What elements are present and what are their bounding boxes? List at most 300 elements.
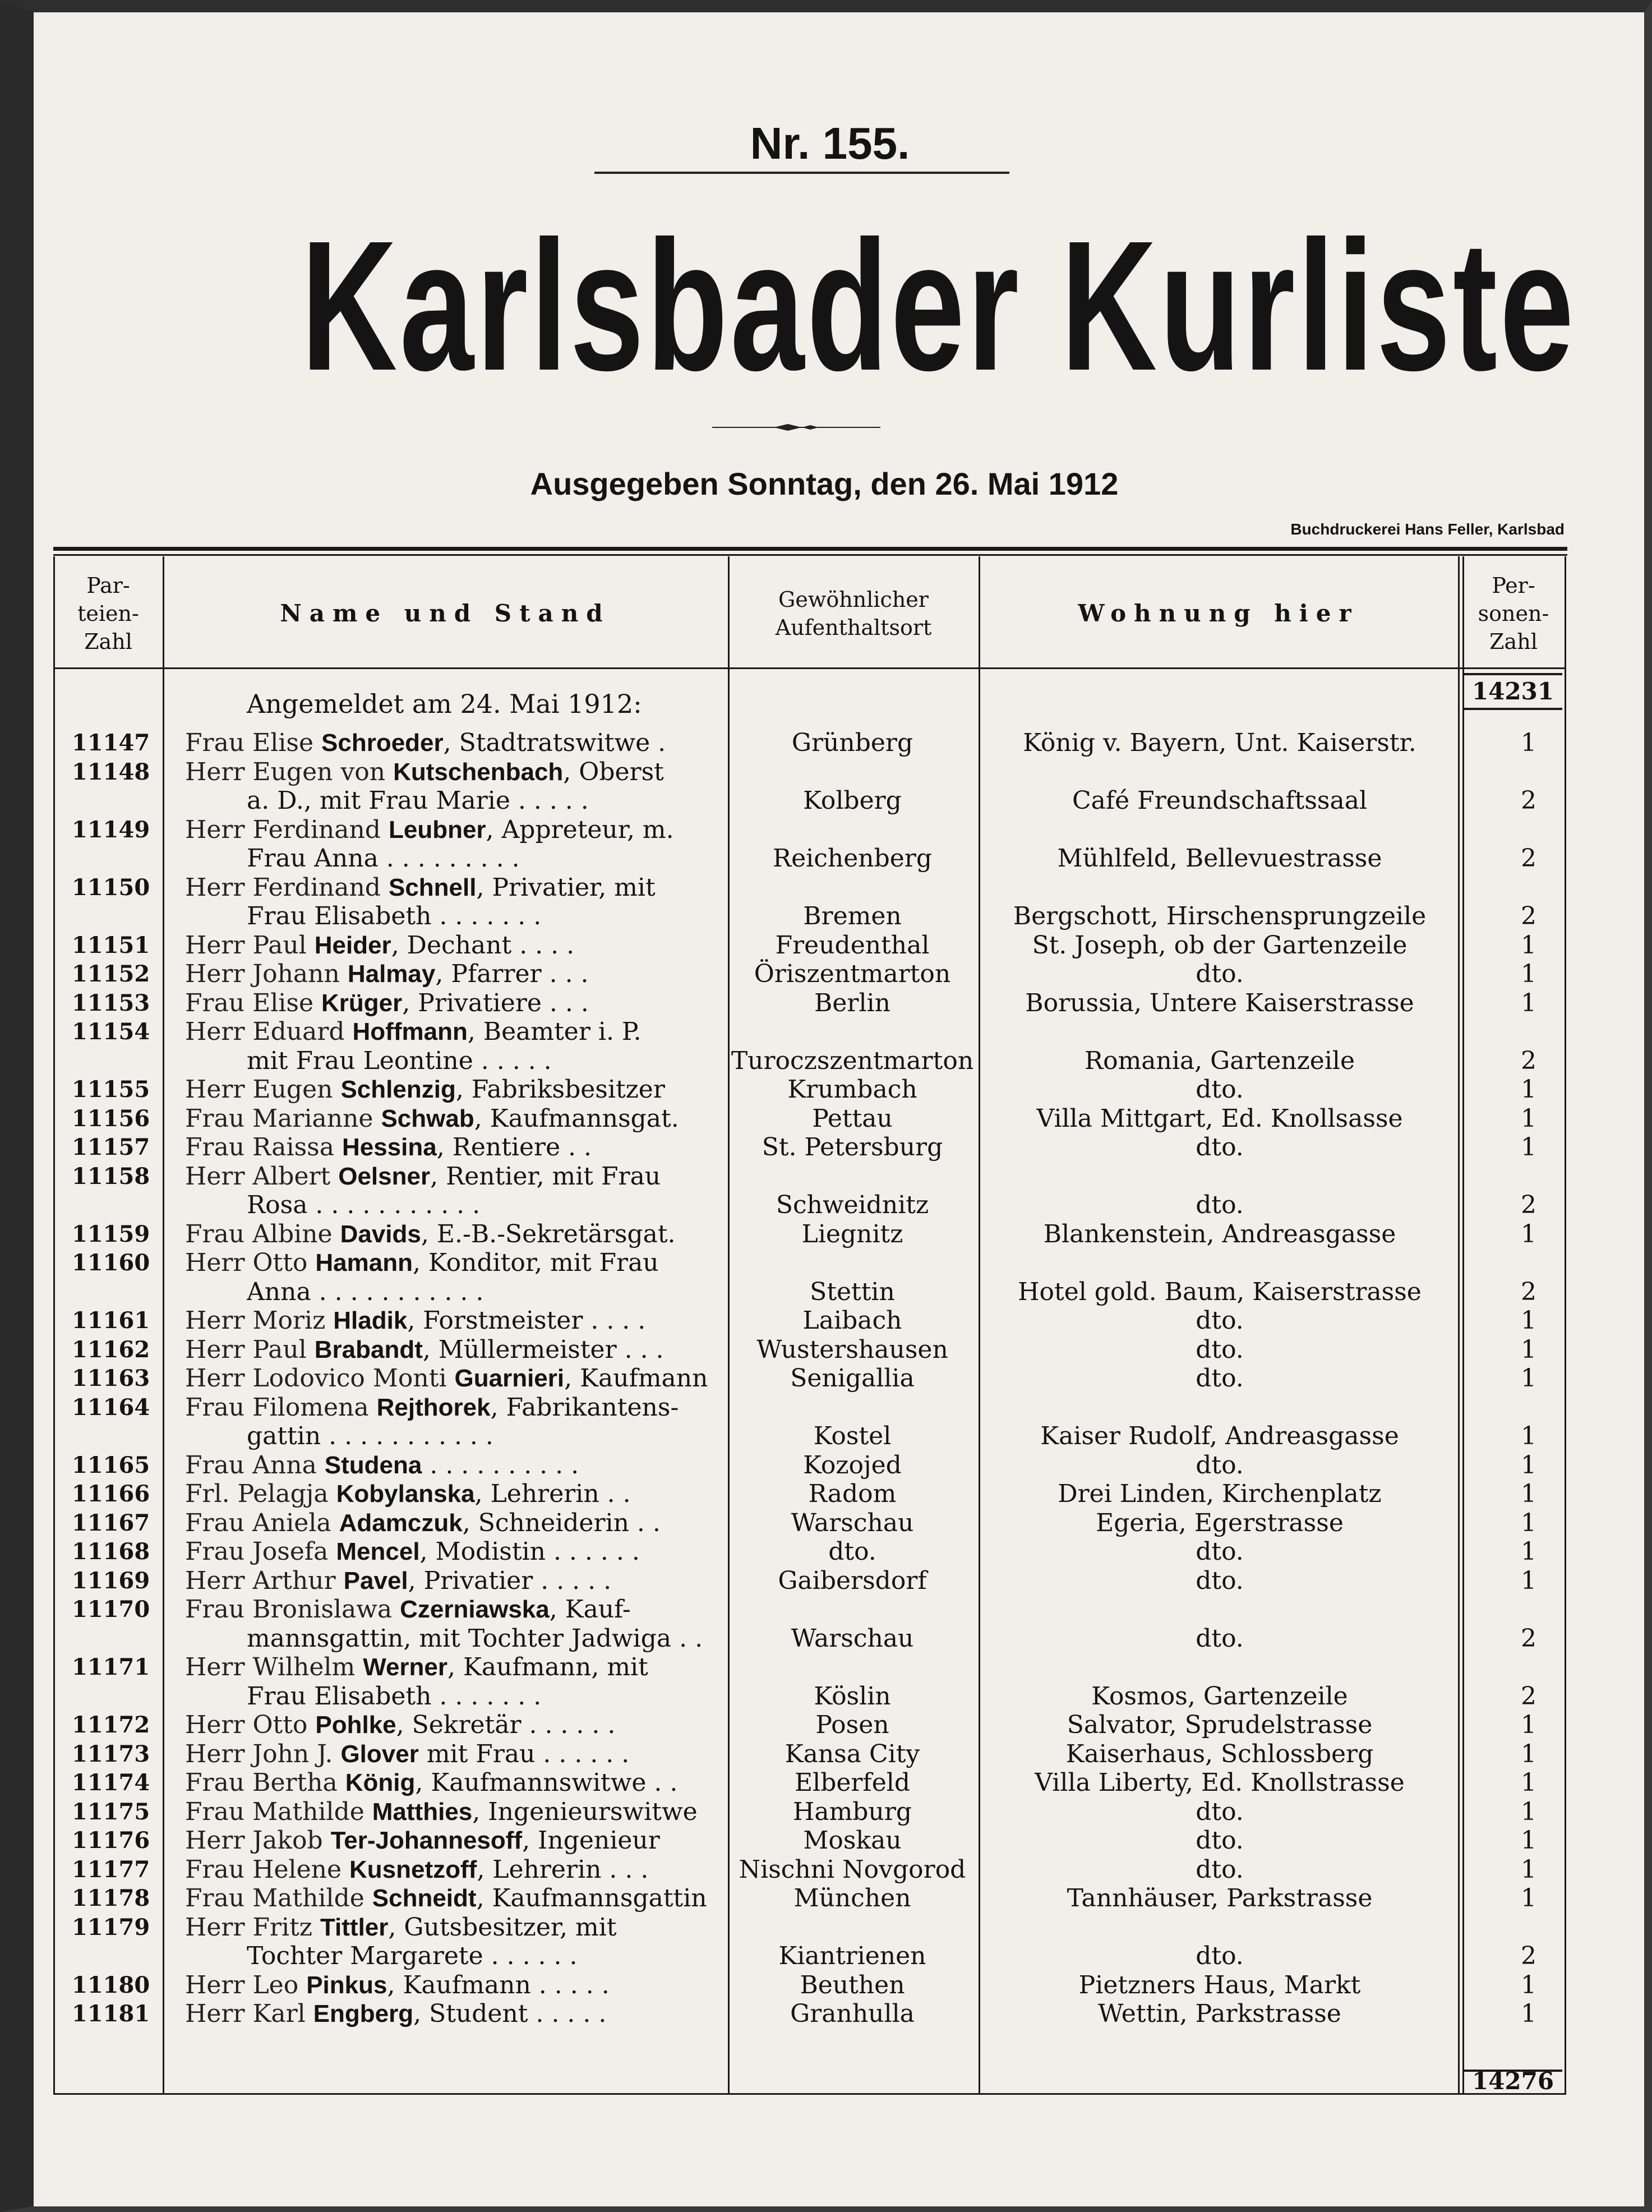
guest-surname: Hoffmann (352, 1018, 468, 1045)
guest-title: Herr Ferdinand (185, 873, 389, 902)
guest-surname: Schneidt (372, 1884, 477, 1912)
guest-title: Frau Mathilde (185, 1884, 372, 1913)
lodging-address: Bergschott, Hirschensprungzeile (1013, 902, 1427, 930)
header-person-count: Per- sonen- Zahl (1478, 573, 1549, 654)
party-number: 11171 (72, 1654, 150, 1680)
guest-title: Herr Eduard (185, 1018, 353, 1046)
guest-surname: Rejthorek (376, 1393, 491, 1421)
guest-title: Herr Otto (185, 1249, 316, 1277)
person-count: 2 (1521, 1942, 1536, 1970)
guest-occupation: , Kaufmannswitwe . . (415, 1769, 678, 1797)
home-town: Warschau (791, 1508, 914, 1537)
column-line (1458, 556, 1460, 2093)
guest-name (185, 932, 723, 960)
lodging-address: Villa Mittgart, Ed. Knollsasse (1036, 1104, 1403, 1133)
header-lodging: Wohnung hier (1078, 600, 1359, 627)
party-number: 11151 (72, 932, 150, 958)
guest-name (185, 1480, 723, 1508)
home-town: Wustershausen (756, 1335, 948, 1364)
guest-occupation: , Student . . . . . (413, 2000, 607, 2028)
guest-name (185, 874, 723, 902)
guest-title: Herr Johann (185, 960, 348, 988)
guest-occupation: , Kaufmannsgattin (476, 1884, 707, 1913)
lodging-address: dto. (1196, 1133, 1244, 1162)
lodging-address: dto. (1196, 1624, 1244, 1653)
person-count: 1 (1521, 930, 1536, 960)
person-count: 2 (1521, 844, 1536, 873)
person-count: 2 (1521, 902, 1536, 930)
person-count: 1 (1521, 1306, 1536, 1335)
lodging-address: dto. (1196, 1191, 1244, 1219)
guest-name (185, 1567, 723, 1595)
carry-box-rule (1462, 708, 1562, 710)
lodging-address: Egeria, Egerstrasse (1096, 1508, 1344, 1537)
party-number: 11159 (72, 1220, 150, 1247)
guest-surname: Pinkus (306, 1971, 387, 1999)
home-town: Freudenthal (775, 930, 930, 960)
person-count: 1 (1521, 1739, 1536, 1768)
carry-box-rule (1462, 673, 1562, 675)
person-count: 1 (1521, 1566, 1536, 1595)
party-number: 11153 (72, 989, 150, 1016)
person-count: 1 (1521, 1104, 1536, 1133)
home-town: Öriszentmarton (754, 960, 951, 988)
guest-occupation: , Stadtratswitwe . (443, 729, 666, 757)
header-name: Name und Stand (280, 600, 611, 627)
guest-surname: Davids (340, 1220, 421, 1248)
lodging-address: Kaiserhaus, Schlossberg (1065, 1739, 1374, 1768)
guest-occupation: , Konditor, mit Frau (412, 1249, 659, 1277)
guest-title: Frau Helene (185, 1855, 350, 1884)
guest-surname: Krüger (321, 989, 403, 1017)
header-bottom-rule (53, 667, 1566, 669)
home-town: Granhulla (790, 1999, 915, 2028)
guest-name (185, 1451, 723, 1480)
guest-title: Herr Moriz (185, 1307, 334, 1335)
person-count: 1 (1521, 1884, 1536, 1913)
person-count: 1 (1521, 1711, 1536, 1739)
guest-occupation: , Dechant . . . . (391, 931, 575, 960)
lodging-address: Romania, Gartenzeile (1084, 1046, 1355, 1075)
home-town: Turoczszentmarton (731, 1046, 974, 1075)
person-count: 1 (1521, 1999, 1536, 2028)
guest-occupation: , Kaufmann . . . . . (387, 1971, 610, 1999)
guest-name (185, 1220, 723, 1248)
guest-surname: Halmay (347, 960, 436, 988)
guest-title: Herr Paul (185, 931, 315, 960)
guest-surname: Studena (324, 1451, 422, 1479)
guest-name (185, 1538, 723, 1566)
lodging-address: dto. (1196, 1942, 1244, 1970)
home-town: St. Petersburg (762, 1133, 943, 1162)
guest-name (185, 1018, 723, 1046)
guest-title: Frau Filomena (185, 1393, 377, 1422)
person-count: 2 (1521, 1277, 1536, 1306)
guest-occupation: , Kaufmannsgat. (474, 1104, 679, 1133)
party-number: 11166 (72, 1481, 150, 1507)
person-count: 1 (1521, 960, 1536, 988)
guest-name (185, 960, 723, 988)
guest-surname: Mencel (336, 1538, 420, 1565)
guest-occupation: , Modistin . . . . . . (419, 1538, 640, 1566)
home-town: Liegnitz (801, 1219, 903, 1248)
party-number: 11147 (72, 730, 150, 756)
lodging-address: König v. Bayern, Unt. Kaiserstr. (1023, 729, 1416, 757)
person-count: 2 (1521, 786, 1536, 815)
guest-name (185, 1076, 723, 1104)
issue-rule (594, 172, 1009, 174)
lodging-address: dto. (1196, 1306, 1244, 1335)
person-count: 2 (1521, 1191, 1536, 1219)
guest-surname: Heider (314, 931, 391, 959)
guest-title: Herr Leo (185, 1971, 307, 1999)
guest-title: Frau Elise (185, 729, 321, 757)
guest-occupation: , Forstmeister . . . . (407, 1307, 646, 1335)
person-count: 1 (1521, 1537, 1536, 1566)
guest-title: Frau Marianne (185, 1104, 381, 1133)
lodging-address: Salvator, Sprudelstrasse (1067, 1711, 1373, 1739)
guest-surname: Glover (340, 1740, 419, 1768)
home-town: Grünberg (791, 729, 913, 757)
guest-occupation: , Kaufmann (564, 1365, 708, 1393)
party-number: 11155 (72, 1076, 150, 1103)
column-line (53, 556, 55, 2093)
person-count: 2 (1521, 1624, 1536, 1653)
guest-name (185, 1856, 723, 1884)
guest-surname: Pavel (343, 1566, 408, 1595)
guest-surname: Kobylanska (336, 1480, 475, 1508)
home-town: Berlin (814, 988, 890, 1017)
person-count: 1 (1521, 1768, 1536, 1797)
lodging-address: dto. (1196, 960, 1244, 988)
masthead-title: Karlsbader Kurliste (301, 202, 1576, 409)
home-town: Köslin (814, 1681, 891, 1711)
person-count: 1 (1521, 1335, 1536, 1364)
party-number: 11148 (72, 758, 150, 785)
home-town: Warschau (791, 1624, 914, 1653)
guest-name (185, 1827, 723, 1855)
guest-name (185, 1798, 723, 1826)
guest-name-continued: gattin . . . . . . . . . . . (247, 1422, 493, 1450)
home-town: Radom (808, 1480, 897, 1508)
lodging-address: Pietzners Haus, Markt (1078, 1970, 1361, 1999)
party-number: 11173 (72, 1740, 150, 1767)
person-count: 1 (1521, 1364, 1536, 1393)
guest-name (185, 758, 723, 786)
guest-occupation: , Privatier . . . . . (408, 1566, 612, 1595)
lodging-address: Café Freundschaftssaal (1072, 786, 1368, 815)
lodging-address: dto. (1196, 1826, 1244, 1855)
guest-title: Herr Albert (185, 1162, 339, 1191)
guest-occupation: , Ingenieur (522, 1827, 660, 1855)
guest-name-continued: Frau Elisabeth . . . . . . . (247, 902, 542, 930)
guest-surname: Brabandt (314, 1335, 423, 1363)
person-count: 1 (1521, 1508, 1536, 1537)
party-number: 11160 (72, 1250, 150, 1276)
issue-number: Nr. 155. (750, 118, 910, 168)
guest-title: Frau Anna (185, 1451, 325, 1480)
guest-name (185, 1105, 723, 1133)
lodging-address: dto. (1196, 1335, 1244, 1364)
home-town: Gaibersdorf (778, 1566, 927, 1595)
guest-occupation: , Appreteur, m. (486, 815, 674, 844)
home-town: Pettau (812, 1104, 893, 1133)
guest-occupation: . . . . . . . . . . (422, 1451, 579, 1480)
guest-occupation: mit Frau . . . . . . (418, 1740, 630, 1768)
party-number: 11176 (72, 1827, 150, 1854)
home-town: München (793, 1884, 911, 1913)
guest-title: Herr John J. (185, 1740, 341, 1768)
guest-occupation: , Gutsbesitzer, mit (388, 1913, 617, 1942)
guest-title: Herr Ferdinand (185, 815, 389, 844)
home-town: Bremen (803, 902, 902, 930)
lodging-address: Blankenstein, Andreasgasse (1043, 1219, 1396, 1248)
person-count: 1 (1521, 729, 1536, 757)
guest-occupation: , Beamter i. P. (467, 1018, 642, 1046)
guest-name-continued: Frau Anna . . . . . . . . . (247, 845, 520, 873)
person-count: 2 (1521, 1046, 1536, 1075)
guest-occupation: , Fabrikantens- (490, 1393, 679, 1422)
guest-occupation: , Lehrerin . . (474, 1480, 631, 1508)
lodging-address: dto. (1196, 1364, 1244, 1393)
guest-surname: Schlenzig (340, 1076, 456, 1103)
party-number: 11161 (72, 1307, 150, 1334)
guest-title: Herr Fritz (185, 1913, 320, 1942)
guest-title: Herr Eugen (185, 1076, 341, 1104)
guest-name (185, 1653, 723, 1681)
party-number: 11170 (72, 1596, 150, 1623)
guest-name (185, 1914, 723, 1942)
guest-occupation: , Oberst (563, 758, 664, 786)
column-line (163, 556, 164, 2093)
party-number: 11156 (72, 1105, 150, 1132)
party-number: 11178 (72, 1885, 150, 1911)
person-count: 1 (1521, 1970, 1536, 1999)
table-bottom-rule (53, 2093, 1566, 2095)
guest-name (185, 729, 723, 757)
guest-surname: Ter-Johannesoff (330, 1827, 523, 1854)
party-number: 11175 (72, 1798, 150, 1825)
party-number: 11165 (72, 1451, 150, 1478)
guest-name (185, 1336, 723, 1364)
guest-surname: Leubner (388, 815, 486, 844)
party-number: 11180 (72, 1971, 150, 1998)
home-town: Senigallia (790, 1364, 915, 1393)
guest-title: Frl. Pelagja (185, 1480, 336, 1508)
guest-surname: Schnell (388, 873, 477, 901)
home-town: Elberfeld (795, 1768, 910, 1797)
guest-name (185, 1711, 723, 1739)
guest-occupation: , Rentiere . . (436, 1133, 592, 1162)
guest-occupation: , Müllermeister . . . (422, 1335, 664, 1364)
guest-name (185, 1394, 723, 1422)
home-town: Laibach (802, 1306, 902, 1335)
lodging-address: Villa Liberty, Ed. Knollstrasse (1035, 1768, 1405, 1797)
home-town: dto. (828, 1537, 876, 1566)
party-number: 11177 (72, 1856, 150, 1883)
guest-occupation: , E.-B.-Sekretärsgat. (421, 1220, 676, 1248)
party-number: 11164 (72, 1394, 150, 1421)
guest-occupation: , Ingenieurswitwe (472, 1798, 698, 1826)
guest-title: Herr Otto (185, 1711, 316, 1739)
lodging-address: Kaiser Rudolf, Andreasgasse (1040, 1422, 1399, 1450)
guest-title: Herr Paul (185, 1335, 315, 1364)
guest-name (185, 1133, 723, 1162)
party-number: 11172 (72, 1712, 150, 1738)
table-top-rule-thin (53, 554, 1567, 556)
home-town: Hamburg (792, 1797, 912, 1826)
lodging-address: Borussia, Untere Kaiserstrasse (1025, 988, 1414, 1017)
home-town: Schweidnitz (776, 1191, 929, 1219)
lodging-address: Drei Linden, Kirchenplatz (1058, 1480, 1382, 1508)
guest-surname: Tittler (320, 1913, 389, 1941)
party-number: 11163 (72, 1365, 150, 1391)
lodging-address: dto. (1196, 1566, 1244, 1595)
guest-surname: Matthies (372, 1798, 473, 1826)
person-count: 1 (1521, 1797, 1536, 1826)
guest-name (185, 816, 723, 844)
guest-surname: Kusnetzoff (349, 1855, 477, 1883)
person-count: 2 (1521, 1681, 1536, 1711)
guest-title: Frau Raissa (185, 1133, 342, 1162)
registration-date-label: Angemeldet am 24. Mai 1912: (247, 689, 642, 719)
guest-surname: Schwab (381, 1104, 474, 1132)
party-number: 11174 (72, 1769, 150, 1796)
guest-name-continued: Tochter Margarete . . . . . . (247, 1942, 578, 1970)
guest-title: Frau Josefa (185, 1538, 336, 1566)
party-number: 11152 (72, 961, 150, 987)
guest-surname: Adamczuk (339, 1509, 463, 1537)
guest-occupation: , Lehrerin . . . (477, 1855, 649, 1884)
person-count: 1 (1521, 988, 1536, 1017)
table-top-rule (53, 547, 1567, 551)
guest-name (185, 1249, 723, 1277)
guest-name (185, 1740, 723, 1768)
guest-name-continued: a. D., mit Frau Marie . . . . . (247, 787, 589, 815)
person-count: 1 (1521, 1855, 1536, 1884)
guest-name (185, 1769, 723, 1797)
guest-occupation: , Kauf- (549, 1596, 631, 1624)
home-town: Kostel (813, 1422, 892, 1450)
home-town: Kolberg (803, 786, 902, 815)
guest-name (185, 1884, 723, 1913)
party-number: 11162 (72, 1336, 150, 1363)
guest-surname: Pohlke (315, 1711, 396, 1739)
home-town: Beuthen (800, 1970, 905, 1999)
party-number: 11179 (72, 1914, 150, 1941)
guest-surname: Oelsner (338, 1162, 431, 1190)
lodging-address: Hotel gold. Baum, Kaiserstrasse (1018, 1277, 1422, 1306)
carry-forward-total: 14231 (1471, 678, 1554, 705)
guest-name (185, 1509, 723, 1537)
party-number: 11181 (72, 2001, 150, 2027)
guest-title: Herr Arthur (185, 1566, 344, 1595)
guest-title: Frau Aniela (185, 1509, 339, 1537)
printer-credit: Buchdruckerei Hans Feller, Karlsbad (1290, 520, 1565, 538)
guest-title: Herr Jakob (185, 1827, 331, 1855)
ornament-divider-icon (712, 422, 880, 433)
header-party-count: Par- teien- Zahl (77, 573, 139, 654)
person-count: 1 (1521, 1450, 1536, 1480)
guest-surname: Hessina (342, 1133, 437, 1161)
party-number: 11168 (72, 1538, 150, 1565)
issue-date: Ausgegeben Sonntag, den 26. Mai 1912 (530, 466, 1119, 501)
person-count: 1 (1521, 1826, 1536, 1855)
guest-name-continued: mannsgattin, mit Tochter Jadwiga . . (247, 1624, 703, 1653)
party-number: 11169 (72, 1567, 150, 1594)
home-town: Nischni Novgorod (739, 1855, 966, 1884)
guest-name-continued: Frau Elisabeth . . . . . . . (247, 1682, 542, 1711)
party-number: 11154 (72, 1019, 150, 1045)
guest-name (185, 1365, 723, 1393)
lodging-address: Tannhäuser, Parkstrasse (1067, 1884, 1373, 1913)
grand-total: 14276 (1471, 2067, 1554, 2095)
guest-title: Frau Mathilde (185, 1798, 372, 1826)
guest-surname: Schroeder (321, 729, 444, 757)
guest-occupation: , Kaufmann, mit (447, 1653, 648, 1681)
home-town: Krumbach (787, 1075, 917, 1104)
guest-occupation: , Sekretär . . . . . . (396, 1711, 616, 1739)
guest-occupation: , Fabriksbesitzer (455, 1076, 665, 1104)
lodging-address: dto. (1196, 1855, 1244, 1884)
guest-name (185, 1163, 723, 1191)
guest-surname: Czerniawska (400, 1596, 550, 1623)
guest-title: Herr Wilhelm (185, 1653, 363, 1681)
guest-title: Herr Eugen von (185, 758, 394, 786)
guest-name (185, 1971, 723, 1999)
home-town: Kiantrienen (778, 1942, 926, 1970)
guest-title: Frau Elise (185, 989, 321, 1017)
person-count: 1 (1521, 1075, 1536, 1104)
home-town: Posen (815, 1711, 889, 1739)
party-number: 11158 (72, 1163, 150, 1190)
party-number: 11157 (72, 1134, 150, 1160)
lodging-address: St. Joseph, ob der Gartenzeile (1032, 930, 1408, 960)
home-town: Kozojed (803, 1450, 902, 1480)
guest-name (185, 989, 723, 1017)
party-number: 11167 (72, 1509, 150, 1536)
home-town: Kansa City (785, 1739, 920, 1768)
guest-surname: Hamann (315, 1249, 413, 1276)
lodging-address: Wettin, Parkstrasse (1098, 1999, 1341, 2028)
guest-title: Herr Karl (185, 2000, 313, 2028)
guest-surname: Guarnieri (454, 1365, 565, 1392)
guest-title: Herr Lodovico Monti (185, 1365, 455, 1393)
guest-occupation: , Rentier, mit Frau (430, 1162, 661, 1191)
party-number: 11150 (72, 874, 150, 901)
person-count: 1 (1521, 1480, 1536, 1508)
lodging-address: dto. (1196, 1537, 1244, 1566)
guest-occupation: , Privatiere . . . (402, 989, 589, 1017)
guest-occupation: , Pfarrer . . . (435, 960, 589, 988)
guest-surname: Hladik (333, 1307, 408, 1334)
guest-title: Frau Albine (185, 1220, 340, 1248)
guest-name-continued: Anna . . . . . . . . . . . (247, 1278, 484, 1306)
guest-name-continued: Rosa . . . . . . . . . . . (247, 1191, 481, 1219)
guest-title: Frau Bronislawa (185, 1596, 400, 1624)
person-count: 1 (1521, 1219, 1536, 1248)
party-number: 11149 (72, 816, 150, 843)
lodging-address: dto. (1196, 1450, 1244, 1480)
lodging-address: Kosmos, Gartenzeile (1091, 1681, 1348, 1711)
guest-name-continued: mit Frau Leontine . . . . . (247, 1047, 552, 1075)
person-count: 1 (1521, 1422, 1536, 1450)
header-origin: Gewöhnlicher Aufenthaltsort (775, 587, 932, 640)
guest-surname: Kutschenbach (393, 758, 564, 786)
guest-surname: König (345, 1769, 416, 1796)
home-town: Reichenberg (772, 844, 932, 873)
lodging-address: Mühlfeld, Bellevuestrasse (1057, 844, 1382, 873)
